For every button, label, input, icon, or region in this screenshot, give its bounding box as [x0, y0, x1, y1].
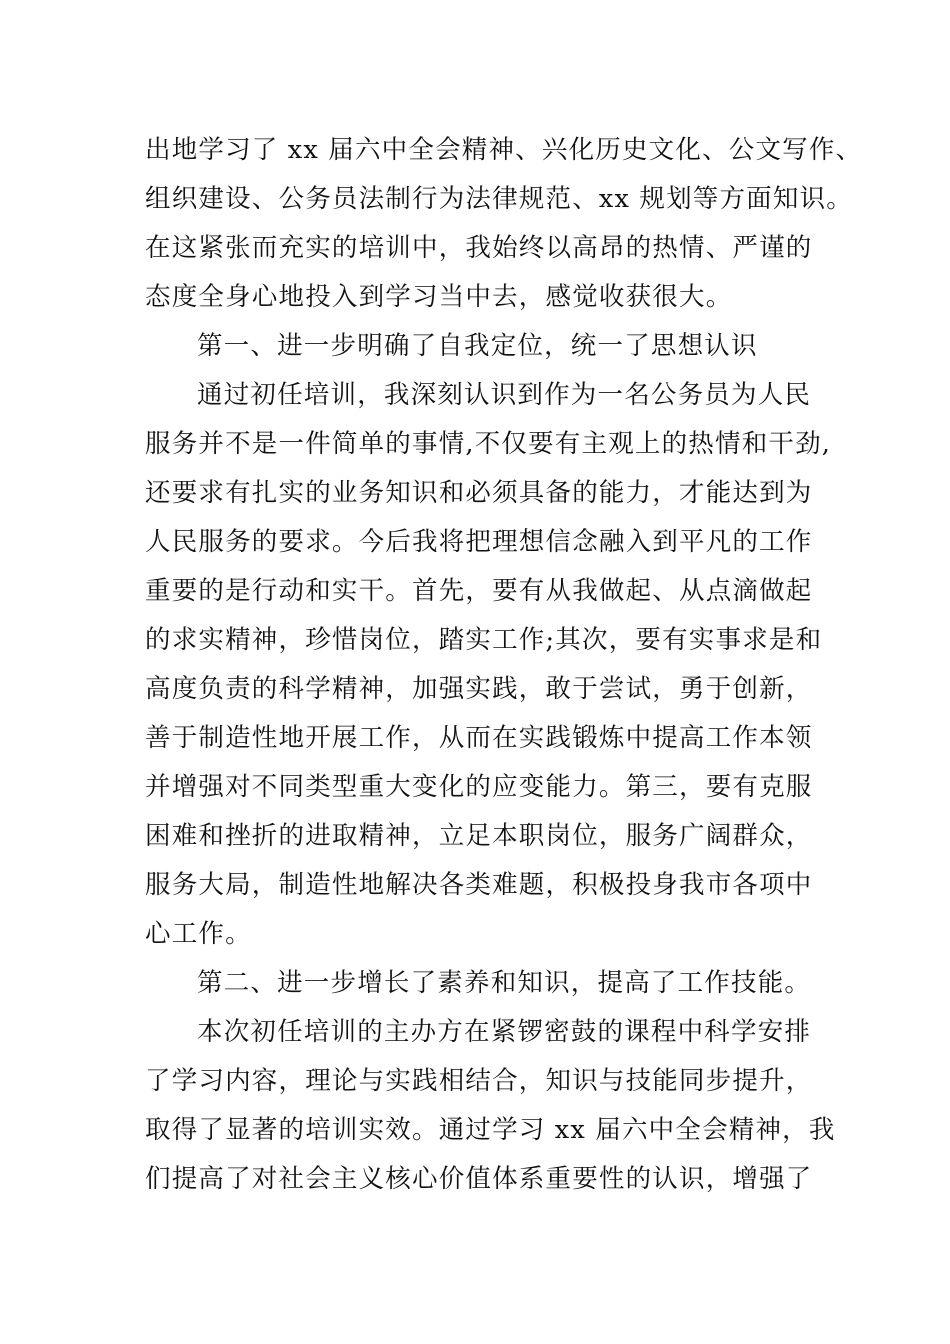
text-line: 在这紧张而充实的培训中，我始终以高昂的热情、严谨的 — [145, 233, 813, 263]
text-line: 态度全身心地投入到学习当中去，感觉收获很大。 — [145, 282, 733, 312]
text-line: 并增强对不同类型重大变化的应变能力。第三，要有克服 — [145, 772, 813, 802]
text-line: 还要求有扎实的业务知识和必须具备的能力，才能达到为 — [145, 478, 813, 508]
text-line: 人民服务的要求。今后我将把理想信念融入到平凡的工作 — [145, 527, 813, 557]
text-line: 的求实精神，珍惜岗位，踏实工作;其次，要有实事求是和 — [145, 625, 823, 655]
text-line: 了学习内容，理论与实践相结合，知识与技能同步提升， — [145, 1066, 813, 1096]
text-line: 服务并不是一件简单的事情,不仅要有主观上的热情和干劲, — [145, 429, 832, 459]
body-text — [145, 126, 863, 1204]
text-line: 善于制造性地开展工作，从而在实践锻炼中提高工作本领 — [145, 723, 813, 753]
text-line: 取得了显著的培训实效。通过学习 xx 届六中全会精神，我 — [145, 1115, 836, 1145]
text-line: 出地学习了 xx 届六中全会精神、兴化历史文化、公文写作、 — [145, 135, 863, 165]
text-line: 们提高了对社会主义核心价值体系重要性的认识，增强了 — [145, 1164, 813, 1194]
text-line: 服务大局，制造性地解决各类难题，积极投身我市各项中 — [145, 870, 813, 900]
section-heading-1: 第一、进一步明确了自我定位，统一了思想认识 — [197, 331, 758, 361]
section-heading-2: 第二、进一步增长了素养和知识，提高了工作技能。 — [197, 968, 812, 998]
text-line: 困难和挫折的进取精神，立足本职岗位，服务广阔群众， — [145, 821, 813, 851]
text-line: 组织建设、公务员法制行为法律规范、xx 规划等方面知识。 — [145, 184, 853, 214]
text-line: 通过初任培训，我深刻认识到作为一名公务员为人民 — [197, 380, 812, 410]
text-line: 重要的是行动和实干。首先，要有从我做起、从点滴做起 — [145, 576, 813, 606]
text-line: 心工作。 — [145, 919, 252, 949]
text-line: 本次初任培训的主办方在紧锣密鼓的课程中科学安排 — [197, 1017, 812, 1047]
text-line: 高度负责的科学精神，加强实践，敢于尝试，勇于创新， — [145, 674, 813, 704]
